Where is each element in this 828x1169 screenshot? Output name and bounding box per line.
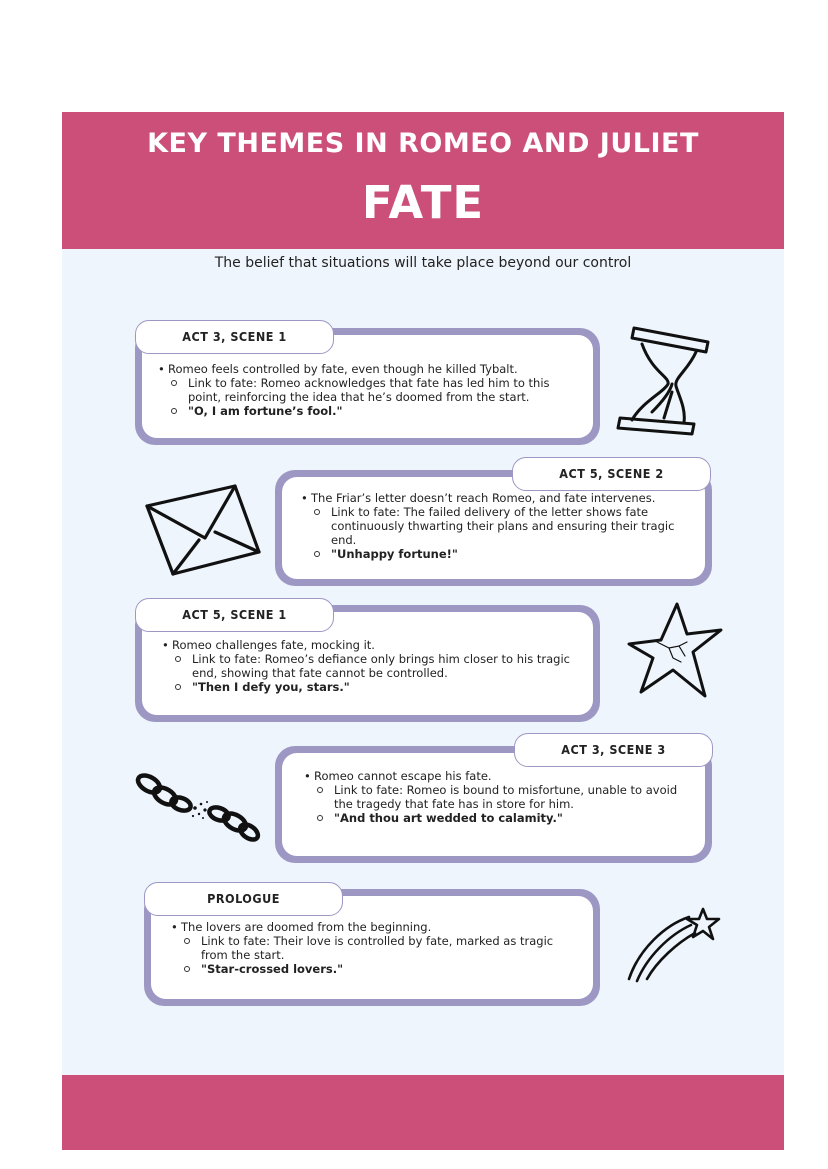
theme-definition: The belief that situations will take place beyond our control <box>214 255 632 271</box>
footer-banner <box>62 1075 784 1150</box>
fate-link: Link to fate: The failed delivery of the letter shows fate continuously thwarting their plans and ensuring their tragic end. <box>301 505 693 547</box>
scene-label: PROLOGUE <box>144 882 343 916</box>
main-point: • The lovers are doomed from the beginning. <box>171 920 581 934</box>
theme-title: FATE <box>361 176 485 229</box>
card-prologue-content <box>171 920 581 976</box>
fate-link: Link to fate: Romeo’s defiance only brings him closer to his tragic end, showing that fate cannot be controlled. <box>162 652 582 680</box>
hourglass-icon <box>612 322 712 440</box>
card-act5-scene2-content <box>301 491 693 561</box>
cracked-star-icon <box>627 600 725 700</box>
scene-label: ACT 5, SCENE 1 <box>135 598 334 632</box>
main-point: • Romeo feels controlled by fate, even though he killed Tybalt. <box>158 362 578 376</box>
shooting-star-icon <box>625 905 723 985</box>
quote: "Unhappy fortune!" <box>301 547 693 561</box>
quote: "And thou art wedded to calamity." <box>304 811 696 825</box>
main-point: • Romeo challenges fate, mocking it. <box>162 638 582 652</box>
fate-link: Link to fate: Romeo is bound to misfortune, unable to avoid the tragedy that fate has in store for him. <box>304 783 696 811</box>
main-point: • Romeo cannot escape his fate. <box>304 769 696 783</box>
fate-link: Link to fate: Romeo acknowledges that fate has led him to this point, reinforcing the idea that he’s doomed from the start. <box>158 376 578 404</box>
quote: "Then I defy you, stars." <box>162 680 582 694</box>
quote: "O, I am fortune’s fool." <box>158 404 578 418</box>
main-point: • The Friar’s letter doesn’t reach Romeo, and fate intervenes. <box>301 491 693 505</box>
page-title: KEY THEMES IN ROMEO AND JULIET <box>147 128 699 159</box>
scene-label: ACT 3, SCENE 3 <box>514 733 713 767</box>
envelope-icon <box>143 482 263 578</box>
card-act3-scene1-content <box>158 362 578 418</box>
scene-label: ACT 3, SCENE 1 <box>135 320 334 354</box>
scene-label: ACT 5, SCENE 2 <box>512 457 711 491</box>
card-act5-scene1-content <box>162 638 582 694</box>
fate-link: Link to fate: Their love is controlled by fate, marked as tragic from the start. <box>171 934 581 962</box>
card-act3-scene3-content <box>304 769 696 825</box>
quote: "Star-crossed lovers." <box>171 962 581 976</box>
header-banner <box>62 112 784 249</box>
broken-chain-icon <box>135 770 260 842</box>
